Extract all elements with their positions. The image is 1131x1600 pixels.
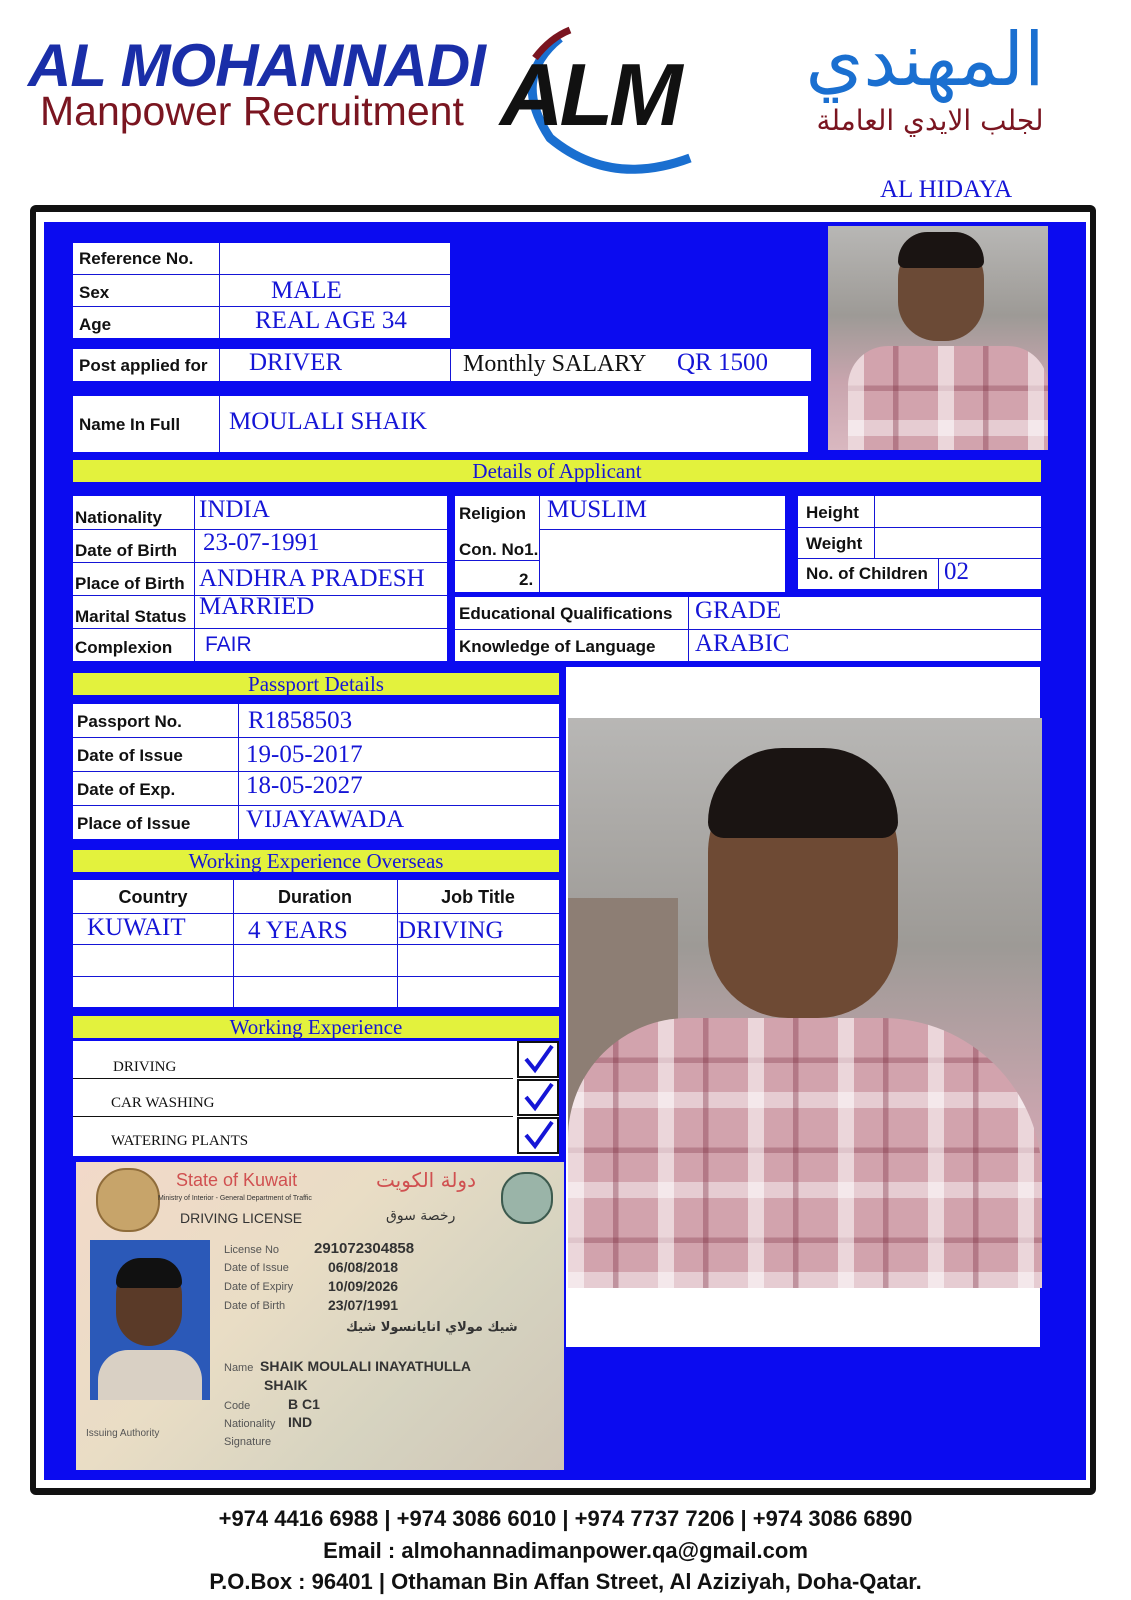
logo-letters: ALM bbox=[500, 45, 679, 144]
license-no-label: License No bbox=[224, 1244, 280, 1256]
passport-issue-value: 19-05-2017 bbox=[246, 741, 363, 768]
license-photo bbox=[90, 1240, 210, 1400]
experience-item: WATERING PLANTS bbox=[111, 1133, 249, 1149]
children-value: 02 bbox=[944, 558, 969, 585]
passport-section-title: Passport Details bbox=[73, 673, 559, 695]
passport-issue-label: Date of Issue bbox=[77, 746, 183, 765]
license-nationality-label: Nationality bbox=[224, 1418, 276, 1430]
license-signature-label: Signature bbox=[224, 1436, 272, 1448]
marital-value: MARRIED bbox=[199, 593, 315, 620]
pob-value: ANDHRA PRADESH bbox=[199, 565, 425, 592]
dob-label: Date of Birth bbox=[75, 541, 177, 560]
license-arabic-name: شيك مولاي انايانسولا شيك bbox=[346, 1320, 518, 1335]
overseas-country: KUWAIT bbox=[87, 914, 186, 941]
marital-label: Marital Status bbox=[75, 607, 187, 626]
license-expiry-value: 10/09/2026 bbox=[328, 1278, 399, 1294]
religion-table bbox=[455, 496, 785, 592]
passport-place-label: Place of Issue bbox=[77, 814, 191, 833]
license-birth-value: 23/07/1991 bbox=[328, 1297, 399, 1313]
license-state-ar: دولة الكويت bbox=[376, 1168, 476, 1192]
education-value: GRADE bbox=[695, 597, 782, 624]
age-value: REAL AGE 34 bbox=[255, 307, 407, 334]
checkbox-checked-icon[interactable] bbox=[517, 1041, 559, 1078]
agency-name: AL HIDAYA bbox=[880, 176, 1013, 203]
license-ministry: Ministry of Interior - General Department of Traffic bbox=[158, 1195, 312, 1202]
passport-no-label: Passport No. bbox=[77, 712, 182, 731]
license-state-en: State of Kuwait bbox=[176, 1170, 298, 1190]
license-code-value: B C1 bbox=[288, 1396, 320, 1412]
overseas-header-country: Country bbox=[118, 887, 188, 907]
license-expiry-label: Date of Expiry bbox=[224, 1281, 294, 1293]
contact2-label: 2. bbox=[519, 570, 534, 589]
salary-label: Monthly SALARY bbox=[463, 351, 647, 377]
experience-item: DRIVING bbox=[113, 1059, 177, 1075]
pob-label: Place of Birth bbox=[75, 574, 185, 593]
name-label: Name In Full bbox=[79, 415, 181, 434]
contact1-label: Con. No1. bbox=[459, 540, 539, 559]
experience-section-title: Working Experience bbox=[73, 1016, 559, 1038]
applicant-photo-large bbox=[568, 718, 1042, 1288]
passport-place-value: VIJAYAWADA bbox=[246, 806, 405, 833]
sex-value: MALE bbox=[271, 277, 342, 304]
license-name-label: Name bbox=[224, 1362, 254, 1374]
license-issuing-authority: Issuing Authority bbox=[86, 1428, 160, 1439]
footer-phones: +974 4416 6988 | +974 3086 6010 | +974 7737 7206 | +974 3086 6890 bbox=[218, 1506, 913, 1531]
arabic-brand-name: المهندي bbox=[805, 17, 1045, 103]
driving-license-card bbox=[76, 1162, 564, 1470]
license-issue-label: Date of Issue bbox=[224, 1262, 289, 1274]
complexion-value: FAIR bbox=[205, 633, 252, 656]
height-weight-table bbox=[798, 496, 1041, 589]
name-row bbox=[73, 396, 808, 452]
passport-exp-value: 18-05-2027 bbox=[246, 772, 363, 799]
license-title-ar: رخصة سوق bbox=[386, 1208, 456, 1224]
license-name-line1: SHAIK MOULALI INAYATHULLA bbox=[260, 1358, 472, 1374]
name-value: MOULALI SHAIK bbox=[229, 408, 427, 435]
license-issue-value: 06/08/2018 bbox=[328, 1259, 399, 1275]
passport-table bbox=[73, 704, 559, 839]
license-birth-label: Date of Birth bbox=[224, 1300, 286, 1312]
brand-line2: Manpower Recruitment bbox=[40, 88, 464, 134]
arabic-brand-sub: لجلب الايدي العاملة bbox=[816, 104, 1044, 137]
license-nationality-value: IND bbox=[288, 1414, 313, 1430]
overseas-job: DRIVING bbox=[398, 917, 504, 944]
experience-list bbox=[73, 1041, 559, 1156]
reference-label: Reference No. bbox=[79, 249, 194, 268]
overseas-header-job: Job Title bbox=[441, 887, 515, 907]
age-label: Age bbox=[79, 315, 112, 334]
ref-sex-age-table bbox=[73, 243, 450, 338]
license-code-label: Code bbox=[224, 1400, 251, 1412]
license-no-value: 291072304858 bbox=[314, 1240, 415, 1257]
sex-label: Sex bbox=[79, 283, 110, 302]
children-label: No. of Children bbox=[806, 564, 928, 583]
applicant-left-table bbox=[73, 496, 447, 661]
footer-email[interactable]: Email : almohannadimanpower.qa@gmail.com bbox=[323, 1538, 808, 1563]
nationality-label: Nationality bbox=[75, 508, 162, 527]
footer-address: P.O.Box : 96401 | Othaman Bin Affan Street, Al Aziziyah, Doha-Qatar. bbox=[209, 1569, 922, 1594]
religion-label: Religion bbox=[459, 504, 527, 523]
language-value: ARABIC bbox=[695, 630, 790, 657]
education-language-table bbox=[455, 597, 1041, 661]
post-salary-row bbox=[73, 349, 811, 381]
passport-exp-label: Date of Exp. bbox=[77, 780, 176, 799]
education-label: Educational Qualifications bbox=[459, 604, 673, 623]
passport-no-value: R1858503 bbox=[248, 707, 353, 734]
weight-label: Weight bbox=[806, 534, 863, 553]
post-value: DRIVER bbox=[249, 349, 343, 376]
post-label: Post applied for bbox=[79, 356, 208, 375]
gcc-emblem-icon bbox=[501, 1172, 553, 1224]
brand-line1: AL MOHANNADI bbox=[28, 32, 485, 99]
height-label: Height bbox=[806, 503, 859, 522]
applicant-section-title: Details of Applicant bbox=[73, 460, 1041, 482]
overseas-section-title: Working Experience Overseas bbox=[73, 850, 559, 872]
religion-value: MUSLIM bbox=[547, 496, 648, 523]
complexion-label: Complexion bbox=[75, 638, 173, 657]
overseas-table bbox=[73, 880, 559, 1007]
license-name-line2: SHAIK bbox=[264, 1377, 308, 1393]
nationality-value: INDIA bbox=[199, 496, 270, 523]
kuwait-emblem-icon bbox=[96, 1168, 160, 1232]
dob-value: 23-07-1991 bbox=[203, 529, 320, 556]
license-title-en: DRIVING LICENSE bbox=[180, 1210, 303, 1226]
experience-item: CAR WASHING bbox=[111, 1095, 215, 1111]
overseas-header-duration: Duration bbox=[278, 887, 352, 907]
checkbox-checked-icon[interactable] bbox=[517, 1117, 559, 1154]
overseas-duration: 4 YEARS bbox=[248, 917, 348, 944]
language-label: Knowledge of Language bbox=[459, 637, 656, 656]
salary-value: QR 1500 bbox=[677, 349, 768, 376]
checkbox-checked-icon[interactable] bbox=[517, 1079, 559, 1116]
applicant-photo-small bbox=[828, 226, 1048, 450]
